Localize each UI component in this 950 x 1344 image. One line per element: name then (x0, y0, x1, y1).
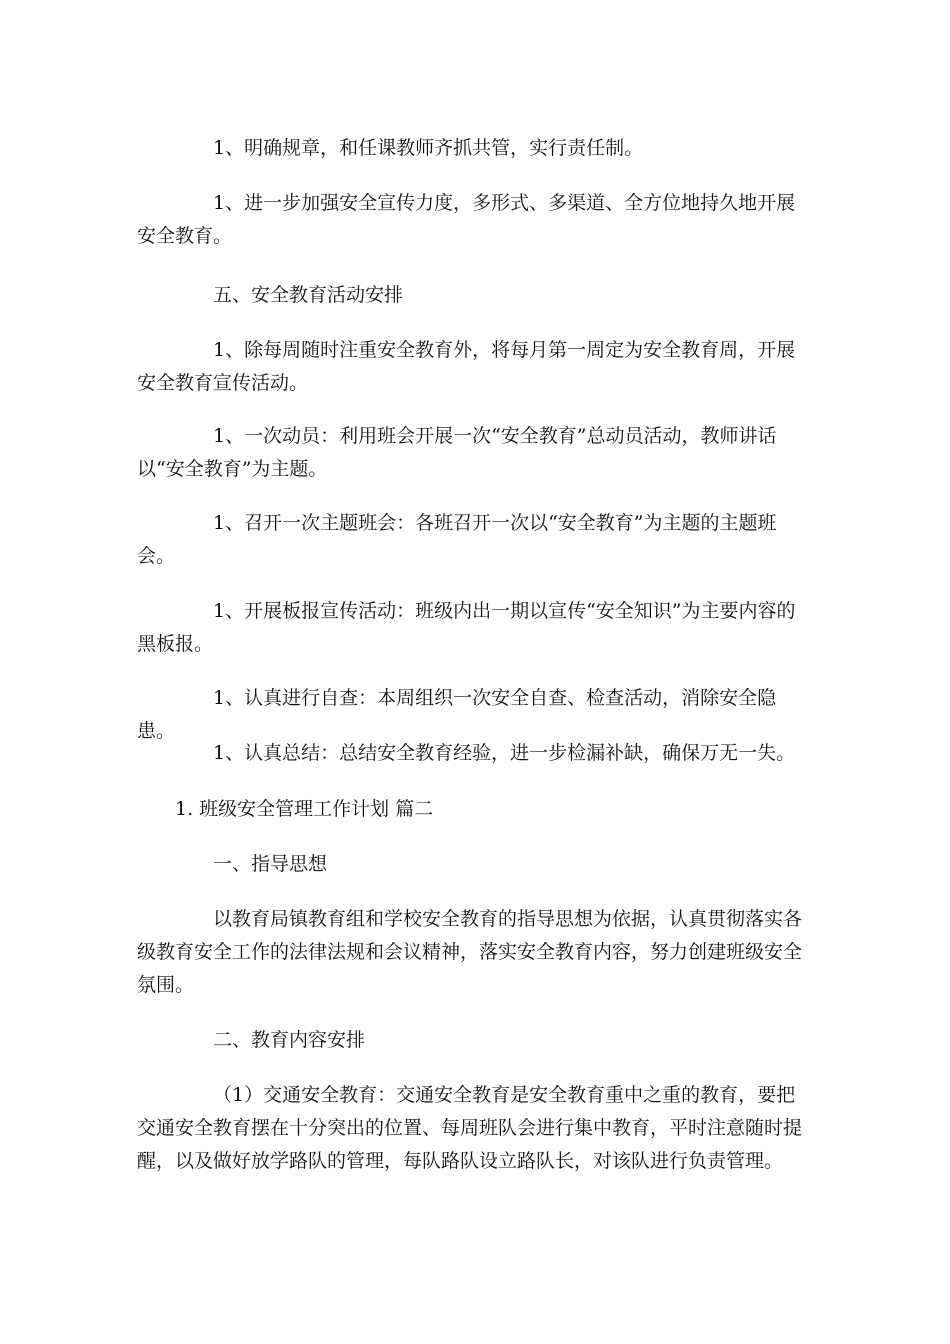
section-heading-guiding-thought: 一、指导思想 (213, 853, 328, 875)
article-title-part-two: 1. 班级安全管理工作计划 篇二 (175, 798, 434, 820)
paragraph-class-meeting: 1、召开一次主题班会：各班召开一次以“安全教育”为主题的主题班会。 (137, 512, 777, 567)
paragraph-publicity: 1、进一步加强安全宣传力度，多形式、多渠道、全方位地持久地开展安全教育。 (137, 192, 796, 247)
paragraph-summary: 1、认真总结：总结安全教育经验，进一步检漏补缺，确保万无一失。 (213, 742, 796, 764)
section-heading-activities: 五、安全教育活动安排 (213, 284, 404, 306)
paragraph-traffic-safety: （1）交通安全教育：交通安全教育是安全教育重中之重的教育，要把交通安全教育摆在十分突出的位置、每周班队会进行集中教育，平时注意随时提醒，以及做好放学路队的管理，每队路队设立路队长，对该队进行负责管理。 (137, 1084, 803, 1172)
paragraph-mobilization: 1、一次动员：利用班会开展一次“安全教育”总动员活动，教师讲话以“安全教育”为主题。 (137, 425, 777, 480)
paragraph-safety-week: 1、除每周随时注重安全教育外，将每月第一周定为安全教育周，开展安全教育宣传活动。 (137, 339, 796, 394)
paragraph-blackboard: 1、开展板报宣传活动：班级内出一期以宣传“安全知识”为主要内容的黑板报。 (137, 600, 796, 655)
section-heading-content: 二、教育内容安排 (213, 1029, 366, 1051)
paragraph-rule-responsibility: 1、明确规章，和任课教师齐抓共管，实行责任制。 (213, 137, 644, 159)
paragraph-self-check: 1、认真进行自查：本周组织一次安全自查、检查活动，消除安全隐患。 (137, 687, 777, 742)
paragraph-guiding-thought: 以教育局镇教育组和学校安全教育的指导思想为依据，认真贯彻落实各级教育安全工作的法律法规和会议精神，落实安全教育内容，努力创建班级安全氛围。 (137, 908, 803, 996)
